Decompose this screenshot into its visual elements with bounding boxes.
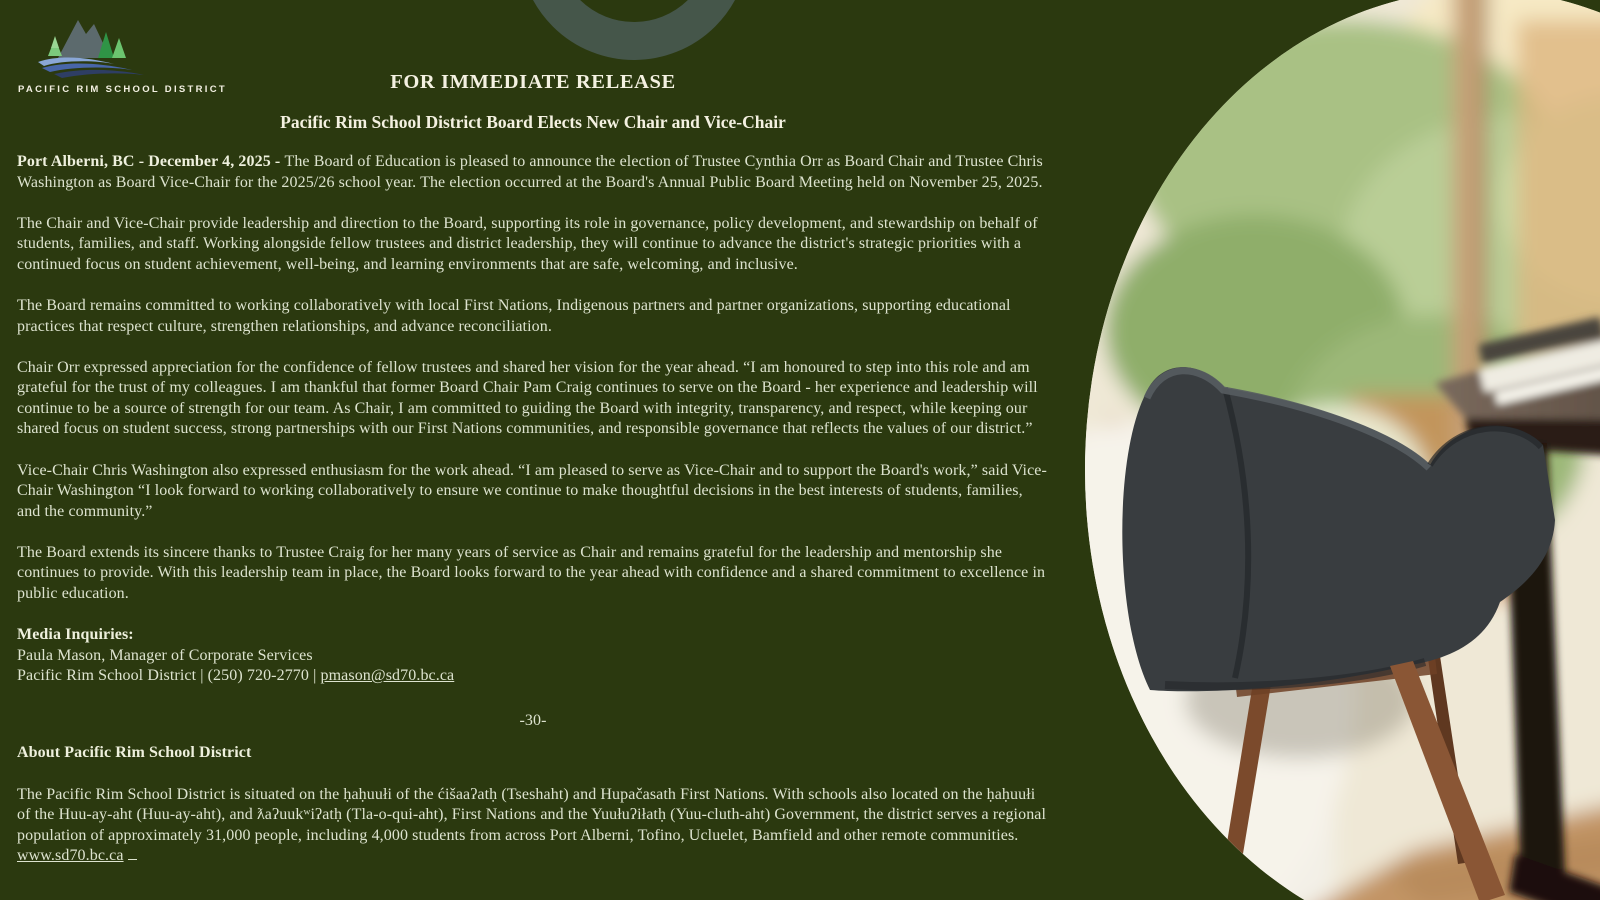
link-trailing-mark — [128, 847, 137, 860]
media-contact-prefix: Pacific Rim School District | (250) 720-2770 | — [17, 667, 321, 685]
paragraph-4: Chair Orr expressed appreciation for the confidence of fellow trustees and shared her vision for the year ahead. “I am honoured to step into this role and am grateful for the trust of my colleagues. I am thankful that former Board Chair Pam Craig continues to serve on the Board - her experience and leadership will continue to be a source of strength for our team. As Chair, I am committed to guiding the Board with integrity, transparency, and respect, while keeping our shared focus on student success, strong partnerships with our First Nations communities, and responsible governance that reflects the values of our district.” — [17, 358, 1038, 438]
paragraph-dateline — [17, 152, 1049, 193]
paragraph-3: The Board remains committed to working collaboratively with local First Nations, Indigenous partners and partner organizations, supporting educational practices that respect culture, strengthen relationships, and advance reconciliation. — [17, 296, 1011, 335]
paragraph-5: Vice-Chair Chris Washington also expressed enthusiasm for the work ahead. “I am pleased to serve as Vice-Chair and to support the Board's work,” said Vice-Chair Washington “I look forward to working collaboratively to ensure we continue to make thoughtful decisions in the best interests of students, families, and the community.” — [17, 461, 1047, 520]
website-link[interactable]: www.sd70.bc.ca — [17, 847, 124, 865]
paragraph-2: The Chair and Vice-Chair provide leadership and direction to the Board, supporting its role in governance, policy development, and stewardship on behalf of students, families, and staff. Working alongside fellow trustees and district leadership, they will continue to advance the district's strategic priorities with a continued focus on student achievement, well-being, and learning environments that are safe, welcoming, and inclusive. — [17, 214, 1038, 273]
media-inquiries-section — [17, 625, 1049, 687]
logo-wordmark: PACIFIC RIM SCHOOL DISTRICT — [18, 84, 227, 95]
office-photo-illustration — [1085, 0, 1600, 900]
paragraph-6: The Board extends its sincere thanks to Trustee Craig for her many years of service as Chair and remains grateful for the leadership and mentorship she continues to provide. With this leadership team in place, the Board looks forward to the year ahead with confidence and a shared commitment to excellence in public education. — [17, 543, 1046, 602]
about-body: The Pacific Rim School District is situated on the ḥaḥuułi of the ćišaaʔatḥ (Tseshaht) and Hupačasath First Nations. With schools also located on the ḥaḥuułi of the Huu-ay-aht (Huu-ay-aht), and ƛaʔuukʷiʔatḥ (Tla-o-qui-aht), First Nations and the Yuułuʔiłatḥ (Yuu-cluth-aht) Government, the district serves a regional population of approximately 31,000 people, including 4,000 students from across Port Alberni, Tofino, Ucluelet, Bamfield and other remote communities. — [17, 785, 1047, 844]
press-release-body — [17, 152, 1049, 867]
about-heading: About Pacific Rim School District — [17, 744, 252, 762]
ring-decoration — [519, 0, 749, 60]
media-contact-name: Paula Mason, Manager of Corporate Services — [17, 646, 313, 664]
email-link[interactable]: pmason@sd70.bc.ca — [320, 667, 455, 685]
media-inquiries-heading: Media Inquiries: — [17, 626, 134, 644]
end-mark: -30- — [519, 711, 547, 729]
paragraph-1: The Board of Education is pleased to announce the election of Trustee Cynthia Orr as Board Chair and Trustee Chris Washington as Board Vice-Chair for the 2025/26 school year. The election occurred at the Board's Annual Public Board Meeting held on November 25, 2025. — [17, 153, 1043, 191]
dateline: Port Alberni, BC - December 4, 2025 - — [17, 153, 285, 170]
headline: Pacific Rim School District Board Elects New Chair and Vice-Chair — [280, 112, 786, 132]
about-paragraph — [17, 785, 1049, 867]
for-immediate-release-label: FOR IMMEDIATE RELEASE — [390, 71, 676, 93]
office-chair-photo — [1085, 0, 1600, 900]
media-contact-line — [17, 666, 1049, 687]
